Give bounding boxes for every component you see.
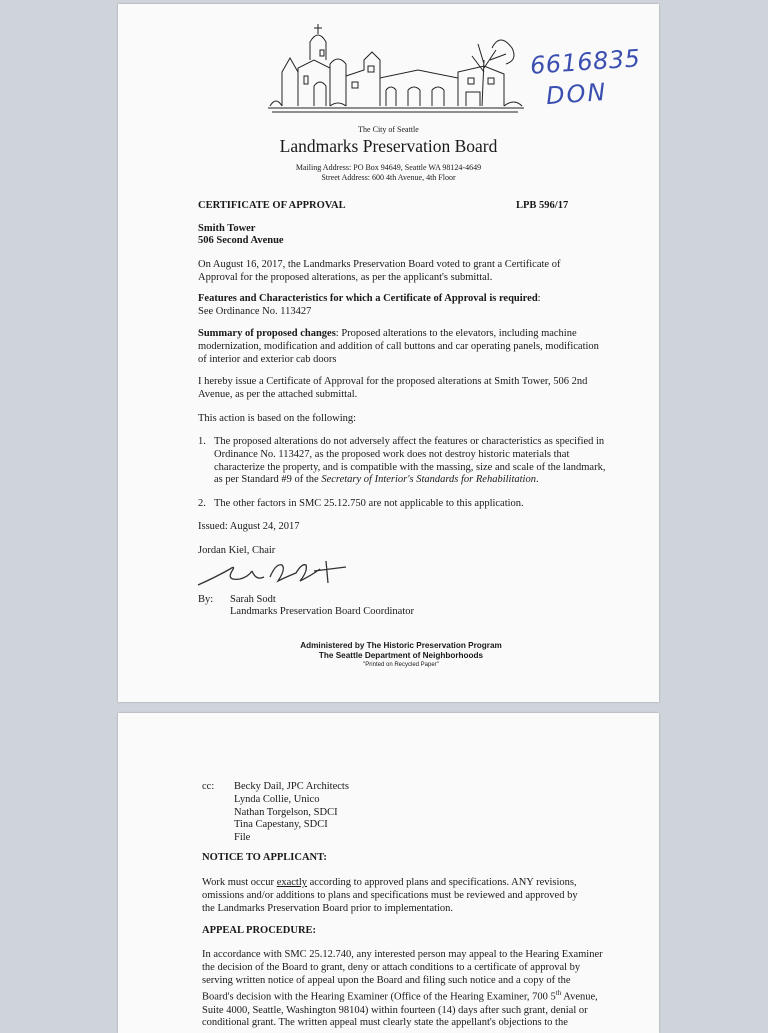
notice-exactly: exactly: [276, 877, 308, 888]
item-1-number: 1.: [198, 436, 206, 447]
property-address: 506 Second Avenue: [198, 235, 284, 246]
approval-paragraph: On August 16, 2017, the Landmarks Preservation Board voted to grant a Certificate of Approval for the proposed alterations, as per the applicant's submittal.: [198, 259, 561, 283]
features-block: [198, 293, 618, 319]
features-heading: Features and Characteristics for which a Certificate of Approval is required: [198, 293, 538, 304]
footer-recycled: "Printed on Recycled Paper": [363, 662, 439, 668]
notice-part-2: according to approved plans and specifications. ANY revisions, omissions and/or additions to plans and specifications must be reviewed and approved by the Landmarks Preservation Board prior to implementation.: [202, 877, 578, 914]
item-1-body: The proposed alterations do not adversely affect the features or characteristics as specified in Ordinance No. 113427, as the proposed work does not destroy historic materials that characterize the property, and is compatible with the massing, size and scale of the landmark, as per Standard #9 of the: [214, 436, 606, 486]
footer-program: Administered by The Historic Preservation Program: [300, 641, 502, 650]
certificate-title: CERTIFICATE OF APPROVAL: [198, 200, 346, 211]
signer-name: Sarah Sodt: [230, 594, 276, 605]
notice-part-1: Work must occur: [202, 877, 277, 888]
basis-intro: This action is based on the following:: [198, 413, 357, 424]
features-colon: :: [537, 293, 541, 304]
item-2-number: 2.: [198, 498, 206, 509]
cc-item: Becky Dail, JPC Architects: [234, 781, 349, 792]
cc-list: [234, 781, 349, 845]
cc-item: File: [234, 832, 251, 844]
handwritten-number: 6616835: [529, 44, 642, 80]
appeal-paragraph: [202, 949, 604, 1030]
summary-block: [198, 328, 608, 366]
lpb-reference: LPB 596/17: [516, 200, 569, 211]
document-page-2: [118, 713, 659, 1033]
item-2-text: The other factors in SMC 25.12.750 are not applicable to this application.: [214, 498, 524, 509]
item-1-end: .: [535, 474, 539, 486]
appeal-heading: APPEAL PROCEDURE:: [202, 925, 317, 936]
signature-image: [196, 557, 356, 591]
board-name: Landmarks Preservation Board: [279, 136, 498, 156]
cc-item: Lynda Collie, Unico: [234, 793, 320, 805]
issued-date: Issued: August 24, 2017: [198, 521, 300, 532]
features-text: See Ordinance No. 113427: [198, 305, 312, 317]
building-illustration-logo: [268, 20, 528, 120]
cc-item: Tina Capestany, SDCI: [234, 819, 328, 831]
street-address: Street Address: 600 4th Avenue, 4th Floor: [321, 173, 456, 182]
summary-heading: Summary of proposed changes: [198, 328, 336, 339]
chair-name: Jordan Kiel, Chair: [198, 545, 276, 556]
footer-department: The Seattle Department of Neighborhoods: [318, 651, 484, 660]
cc-label: cc:: [202, 781, 215, 792]
cc-item: Nathan Torgelson, SDCI: [234, 806, 338, 818]
summary-text: : Proposed alterations to the elevators, including machine modernization, modification and addition of call buttons and car operating panels, modification of interior and exterior cab doors: [198, 328, 599, 365]
city-name: The City of Seattle: [358, 125, 419, 134]
appeal-sup: th: [555, 989, 562, 998]
property-name: Smith Tower: [198, 223, 256, 234]
appeal-part-1: In accordance with SMC 25.12.740, any interested person may appeal to the Hearing Examiner the decision of the Board to grant, deny or attach conditions to a certificate of approval by serving written notice of appeal upon the Board and filing such notice and a copy of the Board's decision with the Hearing Examiner (Office of the Hearing Examiner, 700 5: [202, 949, 603, 1003]
by-label: By:: [198, 594, 214, 605]
document-page-1: [118, 4, 659, 702]
mailing-address: Mailing Address: PO Box 94649, Seattle WA 98124-4649: [295, 163, 482, 172]
issue-paragraph: I hereby issue a Certificate of Approval for the proposed alterations at Smith Tower, 506 2nd Avenue, as per the attached submittal.: [198, 376, 588, 400]
item-1-text: [214, 436, 606, 487]
item-1-standards: Secretary of Interior's Standards for Rehabilitation: [321, 474, 536, 486]
signer-title: Landmarks Preservation Board Coordinator: [230, 606, 414, 617]
notice-paragraph: [202, 877, 588, 915]
notice-heading: NOTICE TO APPLICANT:: [202, 852, 327, 863]
handwritten-name: DON: [545, 77, 609, 111]
appeal-part-2: Avenue, Suite 4000, Seattle, Washington 98104) within fourteen (14) days after such grant, denial or conditional grant. The written appeal must clearly state the appellant's objections to the: [202, 991, 598, 1029]
